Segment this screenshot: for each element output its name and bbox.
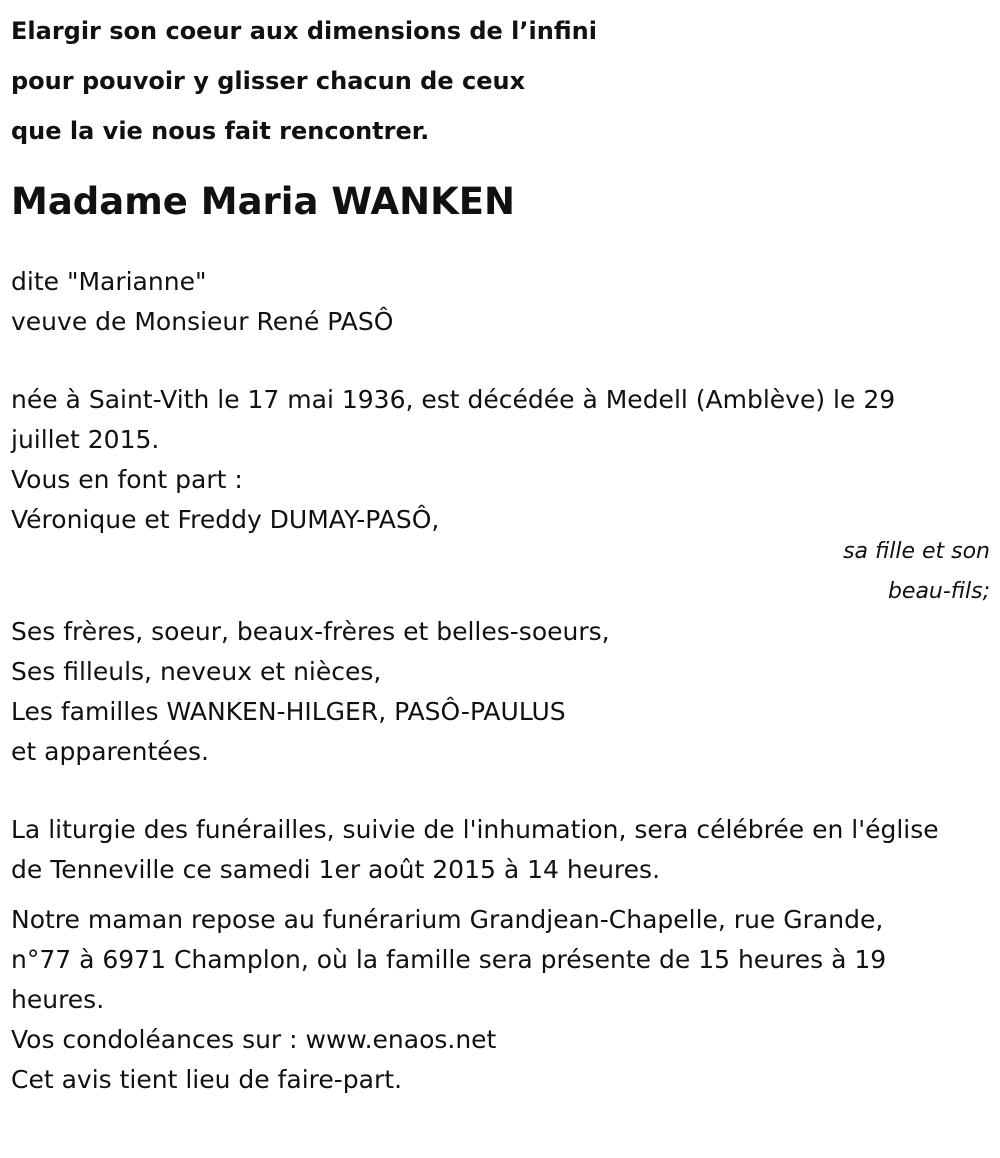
closing-text: Cet avis tient lieu de faire-part.	[11, 1065, 403, 1094]
birth-death-info	[11, 380, 990, 460]
deceased-alias: dite "Marianne"	[11, 267, 207, 296]
relation-line-1: sa fille et son	[843, 539, 990, 564]
condolences-text: Vos condoléances sur : www.enaos.net	[11, 1025, 497, 1054]
family-others	[11, 612, 990, 772]
epigraph-line-3: que la vie nous fait rencontrer.	[11, 117, 430, 145]
relation-line-2: beau-fils;	[887, 579, 990, 604]
funerarium-info	[11, 900, 990, 1020]
liturgy-line-2: de Tenneville ce samedi 1er août 2015 à 14 heures.	[11, 855, 661, 884]
birth-death-line-2: juillet 2015.	[11, 425, 160, 454]
family-other-line: Ses frères, soeur, beaux-frères et belles-soeurs,	[11, 617, 610, 646]
deceased-widow-of: veuve de Monsieur René PASÔ	[11, 307, 394, 336]
birth-death-line-1: née à Saint-Vith le 17 mai 1936, est décédée à Medell (Amblève) le 29	[11, 385, 896, 414]
funerarium-line-3: heures.	[11, 985, 105, 1014]
family-other-line: Les familles WANKEN-HILGER, PASÔ-PAULUS	[11, 697, 566, 726]
deceased-name: Madame Maria WANKEN	[11, 180, 515, 223]
epigraph-line-1: Elargir son coeur aux dimensions de l’infini	[11, 17, 597, 45]
family-relation-note	[11, 532, 990, 612]
liturgy-line-1: La liturgie des funérailles, suivie de l'inhumation, sera célébrée en l'église	[11, 815, 939, 844]
liturgy-info	[11, 810, 990, 890]
epigraph-line-2: pour pouvoir y glisser chacun de ceux	[11, 67, 526, 95]
deceased-details	[11, 262, 990, 342]
epigraph	[11, 6, 990, 156]
funerarium-line-2: n°77 à 6971 Champlon, où la famille sera présente de 15 heures à 19	[11, 945, 887, 974]
family-other-line: Ses filleuls, neveux et nièces,	[11, 657, 382, 686]
announce-text: Vous en font part :	[11, 465, 243, 494]
funerarium-line-1: Notre maman repose au funérarium Grandjean-Chapelle, rue Grande,	[11, 905, 884, 934]
family-daughter: Véronique et Freddy DUMAY-PASÔ,	[11, 505, 440, 534]
family-other-line: et apparentées.	[11, 737, 209, 766]
